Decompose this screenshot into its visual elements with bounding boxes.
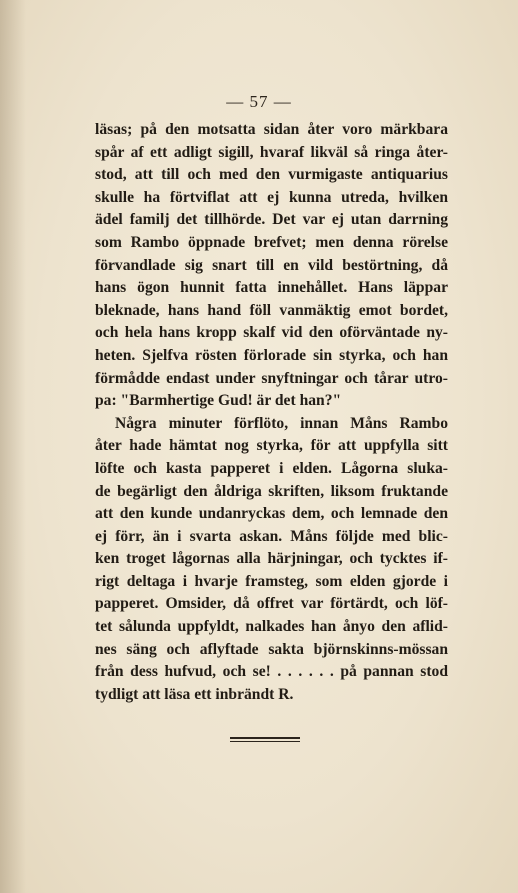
- text-line: tydligt att läsa ett inbrändt R.: [95, 685, 294, 703]
- text-line: tet sålunda uppfyldt, nalkades han ånyo den aflid-: [95, 618, 448, 636]
- end-rule: [230, 737, 300, 739]
- text-line: som Rambo öppnade brefvet; men denna rörelse: [95, 233, 448, 251]
- text-line: bleknade, hans hand föll vanmäktig emot bordet,: [95, 301, 448, 319]
- text-line: spår af ett adligt sigill, hvaraf likväl så ringa åter-: [95, 143, 448, 161]
- text-line: läsas; på den motsatta sidan åter voro märkbara: [95, 121, 448, 138]
- text-line: papperet. Omsider, då offret var förtärdt, och löf-: [95, 595, 448, 613]
- text-line: rigt deltaga i hvarje framsteg, som elden gjorde i: [95, 572, 448, 590]
- spine-shadow: [0, 0, 26, 893]
- text-line: ken troget lågornas alla härjningar, och tycktes if-: [95, 550, 448, 568]
- text-line: Några minuter förflöto, innan Måns Rambo: [115, 414, 448, 432]
- body-text: [95, 119, 448, 706]
- text-line: skulle ha förtviflat att ej kunna utreda, hvilken: [95, 188, 448, 206]
- text-line: nes säng och aflyftade sakta björnskinns-mössan: [95, 640, 448, 658]
- text-line: att den kunde undanryckas dem, och lemnade den: [95, 505, 448, 523]
- text-line: och hela hans kropp skalf vid den oförväntade ny-: [95, 324, 448, 342]
- text-line: de begärligt den åldriga skriften, liksom fruktande: [95, 482, 448, 500]
- text-line: förmådde endast under snyftningar och tårar utro-: [95, 369, 448, 387]
- text-line: ej förr, än i svarta askan. Måns följde med blic-: [95, 527, 448, 545]
- text-line: löfte och kasta papperet i elden. Lågorna sluka-: [95, 459, 448, 477]
- text-line: hans ögon hunnit fatta innehållet. Hans läppar: [95, 279, 448, 297]
- text-line: åter hade hämtat nog styrka, för att uppfylla sitt: [95, 437, 448, 455]
- text-line: pa: "Barmhertige Gud! är det han?": [95, 392, 342, 410]
- text-line: stod, att till och med den vurmigaste antiquarius: [95, 166, 448, 184]
- text-line: förvandlade sig snart till en vild bestörtning, då: [95, 256, 448, 274]
- text-line: från dess hufvud, och se! . . . . . . på pannan stod: [95, 663, 448, 681]
- text-line: ädel familj det tillhörde. Det var ej utan darrning: [95, 211, 448, 229]
- page-number: — 57 —: [226, 92, 292, 111]
- text-line: heten. Sjelfva rösten förlorade sin styrka, och han: [95, 346, 448, 364]
